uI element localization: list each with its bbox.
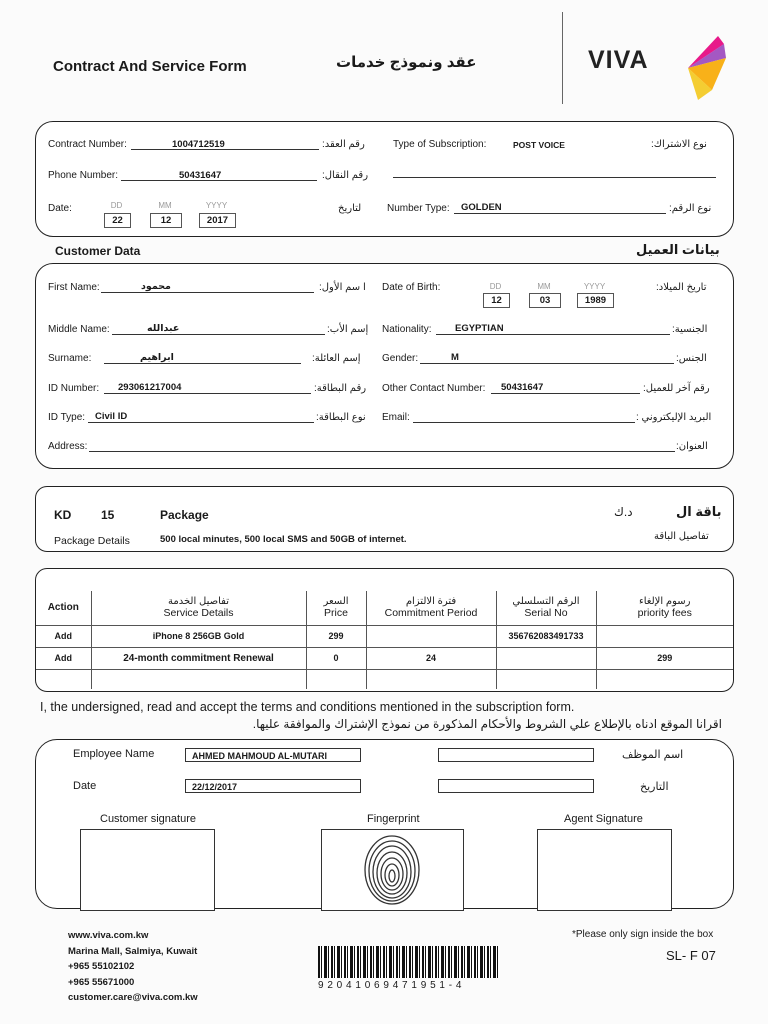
surname-label: Surname:: [48, 353, 92, 364]
barcode-number: 9 2 0 4 1 0 6 9 4 7 1 9 5 1 - 4: [318, 980, 462, 991]
contract-number-line: [131, 149, 319, 150]
nationality-value: EGYPTIAN: [455, 323, 504, 334]
customer-signature-box[interactable]: [80, 829, 215, 911]
cell-commitment: [366, 669, 496, 689]
viva-logo: [588, 28, 728, 110]
services-header-row: [36, 591, 733, 625]
cell-commitment: 24: [366, 647, 496, 669]
cell-action: Add: [36, 625, 91, 647]
dob-year: 1989: [577, 293, 614, 308]
contract-date-month: 12: [150, 213, 182, 228]
contract-date-year: 2017: [199, 213, 236, 228]
middle-name-label-ar: إسم الأب:: [327, 324, 369, 335]
cell-serial: [496, 669, 596, 689]
id-number-line: [104, 393, 311, 394]
cell-price: 299: [306, 625, 366, 647]
cell-serial: [496, 647, 596, 669]
contract-info-section: [35, 121, 734, 237]
package-details-label-ar: تفاصيل الباقة: [654, 531, 709, 542]
employee-name-ar-field[interactable]: [438, 748, 594, 762]
date-hint-mm: MM: [158, 201, 172, 210]
phone-number-value: 50431647: [179, 170, 222, 181]
header-divider: [562, 12, 563, 104]
id-type-label: ID Type:: [48, 412, 86, 423]
number-type-value: GOLDEN: [461, 202, 502, 213]
customer-data-title: Customer Data: [55, 244, 141, 258]
middle-name-line: [112, 334, 325, 335]
dob-label-ar: تاريخ الميلاد:: [656, 282, 707, 293]
employee-name-label: Employee Name: [73, 748, 155, 760]
first-name-label-ar: ا سم الأول:: [319, 282, 366, 293]
cell-price: 0: [306, 647, 366, 669]
agent-signature-label: Agent Signature: [564, 813, 643, 825]
email-label-ar: البريد الإليكتروني :: [636, 412, 712, 423]
viva-logo-text: VIVA: [588, 46, 649, 74]
cell-fees: 299: [596, 647, 733, 669]
number-type-label: Number Type:: [387, 203, 450, 214]
cell-action: Add: [36, 647, 91, 669]
id-type-label-ar: نوع البطاقة:: [316, 412, 366, 423]
gender-line: [420, 363, 674, 364]
contract-number-label: Contract Number:: [48, 139, 127, 150]
terms-text-ar: اقرانا الموقع ادناه بالإطلاع علي الشروط والأحكام المذكورة من نموذج الإشتراك والموافقة عليها.: [252, 717, 722, 731]
header-price: السعر Price: [306, 591, 366, 625]
fingerprint-icon: [362, 833, 422, 907]
footer-phone-2: +965 55671000: [68, 976, 135, 988]
package-currency-ar: د.ك: [614, 505, 633, 519]
address-line: [89, 451, 675, 452]
subscription-type-label-ar: نوع الاشتراك:: [651, 139, 707, 150]
contract-date-label-ar: لتاريخ: [338, 203, 362, 214]
cell-serial: 356762083491733: [496, 625, 596, 647]
table-row: [36, 625, 733, 647]
package-label: Package: [160, 508, 209, 522]
cell-details: iPhone 8 256GB Gold: [91, 625, 306, 647]
gender-value: M: [451, 352, 459, 363]
package-details-label: Package Details: [54, 535, 130, 547]
nationality-label-ar: الجنسية:: [672, 324, 708, 335]
employee-name-field[interactable]: AHMED MAHMOUD AL-MUTARI: [185, 748, 361, 762]
cell-action: [36, 669, 91, 689]
footer-address: Marina Mall, Salmiya, Kuwait: [68, 945, 198, 957]
dob-month: 03: [529, 293, 561, 308]
form-title-ar: عقد ونموذج خدمات: [336, 54, 477, 71]
subscription-type-value: POST VOICE: [513, 140, 565, 150]
address-label: Address:: [48, 441, 88, 452]
dob-label: Date of Birth:: [382, 282, 441, 293]
customer-data-title-ar: بيانات العميل: [636, 242, 720, 257]
package-amount: 15: [101, 508, 115, 522]
other-contact-label: Other Contact Number:: [382, 383, 486, 394]
nationality-line: [436, 334, 670, 335]
dob-hint-mm: MM: [537, 282, 551, 291]
barcode: [318, 946, 500, 978]
dob-day: 12: [483, 293, 510, 308]
contract-date-day: 22: [104, 213, 131, 228]
cell-price: [306, 669, 366, 689]
header-fees: رسوم الإلغاء priority fees: [596, 591, 733, 625]
email-line: [413, 422, 635, 423]
email-label: Email:: [382, 412, 410, 423]
subscription-type-label: Type of Subscription:: [393, 139, 487, 150]
header-commitment: فترة الالتزام Commitment Period: [366, 591, 496, 625]
viva-swoosh-icon: [668, 28, 728, 108]
cell-details: [91, 669, 306, 689]
first-name-value: محمود: [141, 281, 171, 292]
surname-value: ابراهيم: [140, 352, 174, 363]
other-contact-line: [491, 393, 640, 394]
cell-fees: [596, 669, 733, 689]
sign-date-label-ar: التاريخ: [640, 781, 669, 793]
address-label-ar: العنوان:: [676, 441, 708, 452]
phone-number-label: Phone Number:: [48, 170, 119, 181]
header-serial: الرقم التسلسلي Serial No: [496, 591, 596, 625]
fingerprint-label: Fingerprint: [367, 813, 420, 825]
id-number-label: ID Number:: [48, 383, 100, 394]
first-name-label: First Name:: [48, 282, 100, 293]
id-number-value: 293061217004: [118, 382, 182, 393]
dob-hint-dd: DD: [489, 282, 502, 291]
cell-details: 24-month commitment Renewal: [91, 647, 306, 669]
customer-signature-label: Customer signature: [100, 813, 196, 825]
gender-label-ar: الجنس:: [676, 353, 707, 364]
contract-number-value: 1004712519: [172, 139, 225, 150]
services-section: [35, 568, 734, 692]
middle-name-label: Middle Name:: [48, 324, 110, 335]
subscription-extra-line: [393, 177, 716, 178]
sign-date-field[interactable]: 22/12/2017: [185, 779, 361, 793]
footer-email: customer.care@viva.com.kw: [68, 992, 198, 1003]
agent-signature-box[interactable]: [537, 829, 672, 911]
surname-line: [104, 363, 301, 364]
date-hint-dd: DD: [110, 201, 123, 210]
footer-contact: [68, 928, 198, 1006]
footer-phone-1: +965 55102102: [68, 961, 135, 972]
cell-fees: [596, 625, 733, 647]
table-row: [36, 647, 733, 669]
form-code: SL- F 07: [666, 948, 716, 963]
number-type-line: [454, 213, 666, 214]
package-label-ar: باقة ال: [676, 504, 722, 519]
employee-name-label-ar: اسم الموظف: [622, 749, 684, 761]
contract-date-label: Date:: [48, 203, 72, 214]
date-hint-yyyy: YYYY: [205, 201, 228, 210]
id-number-label-ar: رقم البطاقة:: [314, 383, 367, 394]
other-contact-label-ar: رقم آخر للعميل:: [643, 383, 710, 394]
footer-website: www.viva.com.kw: [68, 930, 149, 941]
id-type-line: [88, 422, 314, 423]
terms-text-en: I, the undersigned, read and accept the terms and conditions mentioned in the subscription form.: [40, 700, 575, 714]
middle-name-value: عبدالله: [147, 323, 180, 334]
other-contact-value: 50431647: [501, 382, 544, 393]
cell-commitment: [366, 625, 496, 647]
surname-label-ar: إسم العائلة:: [312, 353, 361, 364]
sign-date-label: Date: [73, 780, 97, 792]
gender-label: Gender:: [382, 353, 419, 364]
services-table: [36, 591, 733, 689]
id-type-value: Civil ID: [95, 411, 128, 422]
contract-number-label-ar: رقم العقد:: [322, 139, 365, 150]
header-details: تفاصيل الخدمة Service Details: [91, 591, 306, 625]
customer-data-section: [35, 263, 734, 469]
table-row: [36, 669, 733, 689]
form-title: Contract And Service Form: [53, 58, 247, 75]
header-action: Action: [36, 591, 91, 625]
package-currency: KD: [54, 508, 72, 522]
number-type-label-ar: نوع الرقم:: [669, 203, 712, 214]
package-details-value: 500 local minutes, 500 local SMS and 50GB of internet.: [160, 534, 407, 545]
first-name-line: [101, 292, 314, 293]
sign-date-ar-field[interactable]: [438, 779, 594, 793]
sign-note: *Please only sign inside the box: [572, 929, 714, 940]
phone-number-label-ar: رقم النقال:: [322, 170, 369, 181]
fingerprint-box[interactable]: [321, 829, 464, 911]
dob-hint-yyyy: YYYY: [583, 282, 606, 291]
nationality-label: Nationality:: [382, 324, 432, 335]
